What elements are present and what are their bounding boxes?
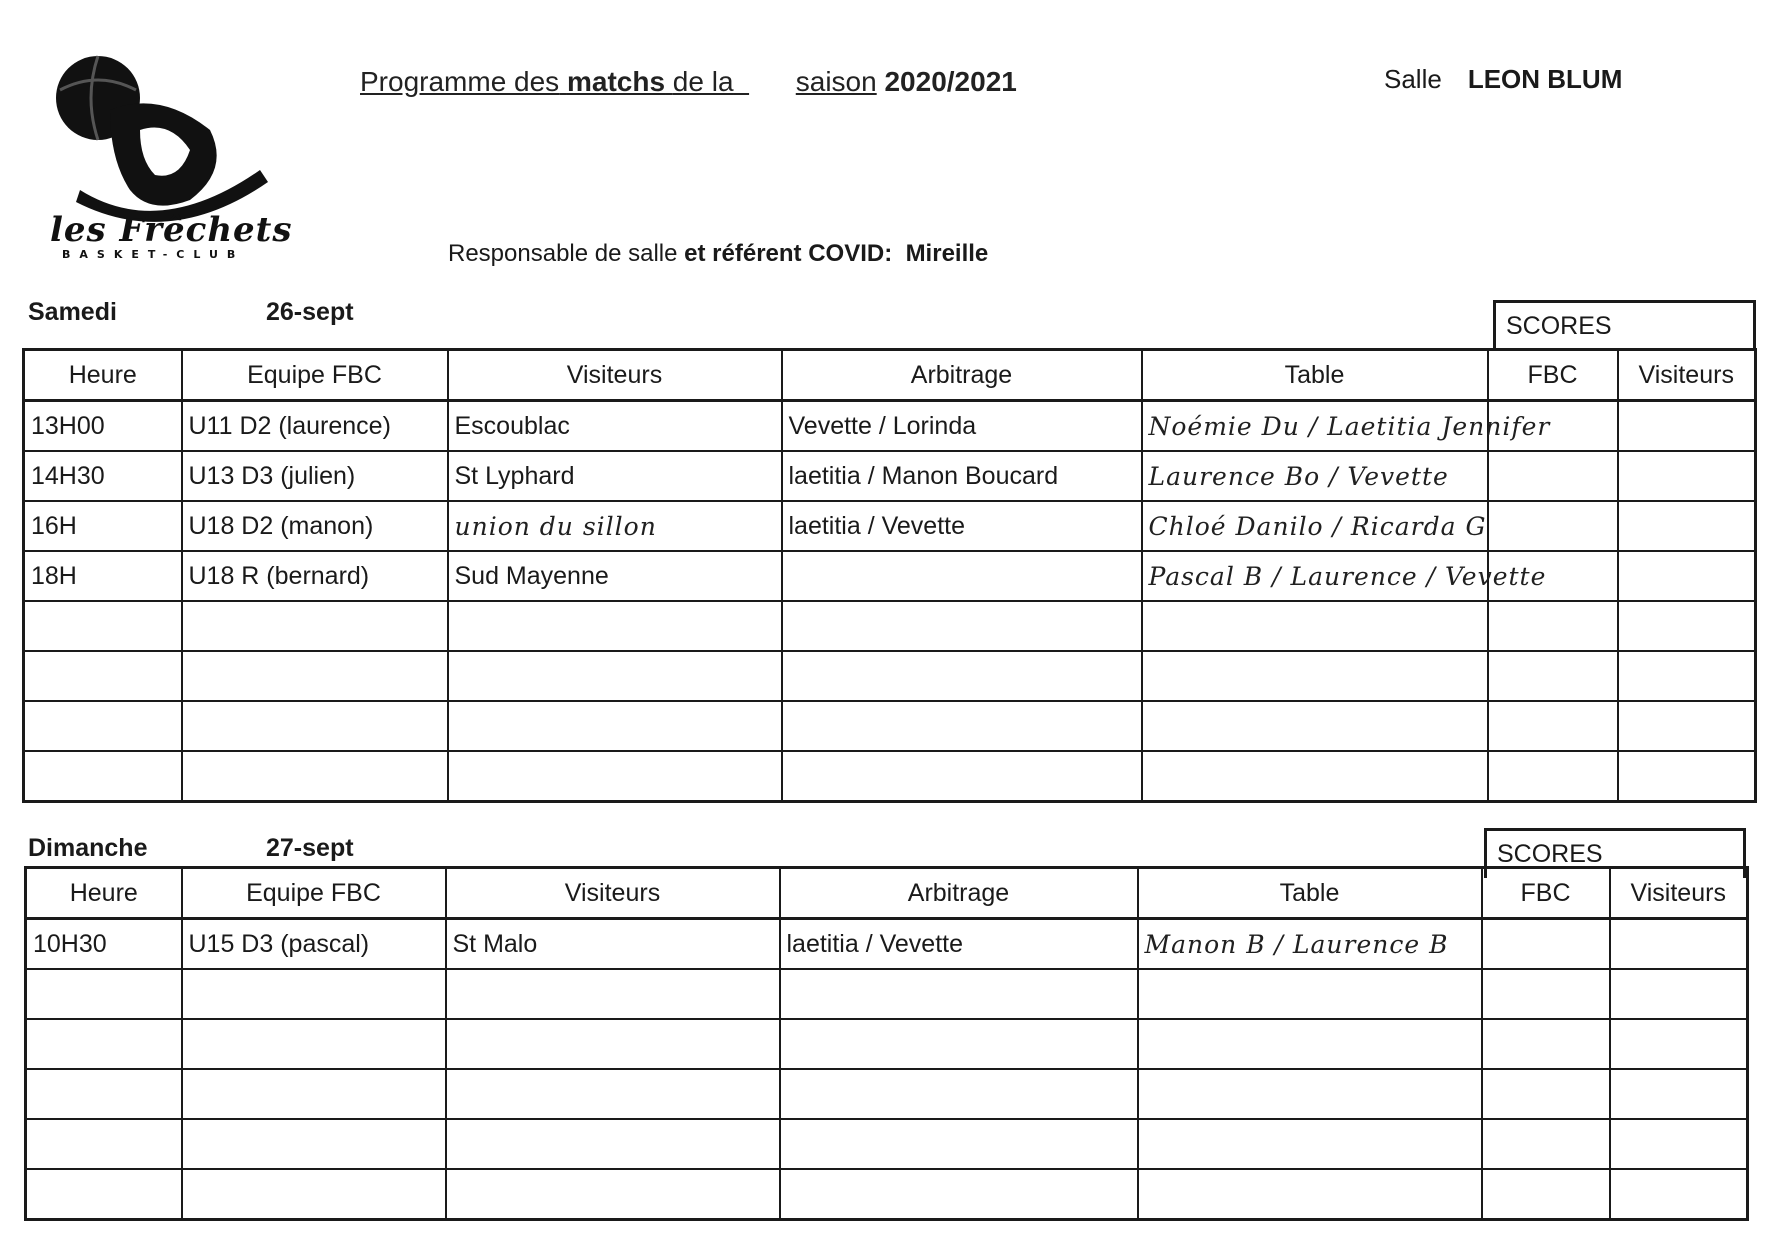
cell-visiteurs bbox=[446, 1019, 780, 1069]
responsable-label: Responsable de salle bbox=[448, 240, 678, 267]
cell-score-visiteurs bbox=[1618, 501, 1756, 551]
cell-visiteurs bbox=[448, 601, 782, 651]
cell-equipe: U15 D3 (pascal) bbox=[182, 919, 446, 970]
cell-arbitrage: laetitia / Manon Boucard bbox=[782, 451, 1142, 501]
logo-subtitle: BASKET-CLUB bbox=[62, 248, 245, 261]
cell-heure bbox=[26, 1069, 182, 1119]
cell-score-visiteurs bbox=[1610, 1119, 1748, 1169]
cell-score-visiteurs bbox=[1618, 451, 1756, 501]
col-score-fbc: FBC bbox=[1482, 868, 1610, 919]
table-row bbox=[26, 1069, 1748, 1119]
basketball-mascot-icon bbox=[40, 50, 280, 220]
cell-table: Pascal B / Laurence / Vevette bbox=[1142, 551, 1488, 601]
cell-score-visiteurs bbox=[1618, 401, 1756, 452]
cell-arbitrage bbox=[780, 1119, 1138, 1169]
page-title bbox=[360, 66, 1017, 98]
cell-score-visiteurs bbox=[1610, 919, 1748, 970]
title-part3: de la bbox=[672, 66, 734, 97]
cell-table bbox=[1138, 969, 1482, 1019]
cell-table bbox=[1142, 651, 1488, 701]
season: 2020/2021 bbox=[884, 66, 1017, 97]
cell-heure: 10H30 bbox=[26, 919, 182, 970]
cell-arbitrage: laetitia / Vevette bbox=[782, 501, 1142, 551]
col-score-visiteurs: Visiteurs bbox=[1618, 350, 1756, 401]
responsable-label-bold: et référent COVID: bbox=[684, 240, 893, 267]
cell-equipe: U18 D2 (manon) bbox=[182, 501, 448, 551]
cell-score-fbc bbox=[1488, 651, 1618, 701]
cell-heure bbox=[24, 601, 182, 651]
table-row bbox=[24, 601, 1756, 651]
cell-table bbox=[1138, 1119, 1482, 1169]
cell-equipe bbox=[182, 1119, 446, 1169]
club-logo bbox=[40, 50, 293, 290]
table-row bbox=[24, 501, 1756, 551]
sunday-day-label: Dimanche bbox=[28, 834, 148, 862]
cell-score-fbc bbox=[1488, 501, 1618, 551]
cell-arbitrage bbox=[780, 1019, 1138, 1069]
cell-heure bbox=[24, 751, 182, 802]
cell-score-visiteurs bbox=[1610, 1169, 1748, 1220]
cell-arbitrage bbox=[782, 601, 1142, 651]
table-row bbox=[26, 1019, 1748, 1069]
cell-heure: 18H bbox=[24, 551, 182, 601]
col-arbitrage: Arbitrage bbox=[780, 868, 1138, 919]
cell-score-fbc bbox=[1482, 1019, 1610, 1069]
table-row bbox=[24, 701, 1756, 751]
cell-score-fbc bbox=[1482, 1069, 1610, 1119]
cell-table bbox=[1138, 1169, 1482, 1220]
cell-equipe: U18 R (bernard) bbox=[182, 551, 448, 601]
cell-heure: 13H00 bbox=[24, 401, 182, 452]
salle-info bbox=[1384, 64, 1622, 95]
saturday-schedule-table bbox=[22, 348, 1757, 803]
cell-score-visiteurs bbox=[1618, 701, 1756, 751]
cell-table bbox=[1142, 751, 1488, 802]
cell-score-visiteurs bbox=[1618, 601, 1756, 651]
table-row bbox=[24, 751, 1756, 802]
cell-visiteurs bbox=[448, 651, 782, 701]
col-visiteurs: Visiteurs bbox=[448, 350, 782, 401]
title-part4: saison bbox=[795, 66, 877, 97]
table-header-row bbox=[26, 868, 1748, 919]
cell-equipe bbox=[182, 1069, 446, 1119]
cell-arbitrage bbox=[782, 701, 1142, 751]
cell-score-fbc bbox=[1482, 1169, 1610, 1220]
cell-equipe bbox=[182, 601, 448, 651]
responsable-line bbox=[448, 240, 988, 268]
cell-equipe: U11 D2 (laurence) bbox=[182, 401, 448, 452]
cell-visiteurs: union du sillon bbox=[448, 501, 782, 551]
col-table: Table bbox=[1142, 350, 1488, 401]
cell-table bbox=[1142, 701, 1488, 751]
salle-value: LEON BLUM bbox=[1467, 64, 1623, 94]
col-equipe: Equipe FBC bbox=[182, 868, 446, 919]
table-header-row bbox=[24, 350, 1756, 401]
cell-visiteurs bbox=[446, 1169, 780, 1220]
cell-heure bbox=[26, 1119, 182, 1169]
cell-table bbox=[1138, 1069, 1482, 1119]
col-visiteurs: Visiteurs bbox=[446, 868, 780, 919]
cell-score-fbc bbox=[1488, 751, 1618, 802]
saturday-date: 26-sept bbox=[266, 298, 354, 326]
cell-arbitrage: laetitia / Vevette bbox=[780, 919, 1138, 970]
table-row bbox=[24, 451, 1756, 501]
table-row bbox=[26, 1119, 1748, 1169]
table-row bbox=[26, 1169, 1748, 1220]
table-row bbox=[26, 969, 1748, 1019]
cell-score-visiteurs bbox=[1610, 969, 1748, 1019]
cell-heure bbox=[26, 1019, 182, 1069]
cell-equipe bbox=[182, 651, 448, 701]
cell-equipe bbox=[182, 1169, 446, 1220]
cell-table bbox=[1138, 1019, 1482, 1069]
cell-heure bbox=[24, 651, 182, 701]
cell-arbitrage bbox=[780, 969, 1138, 1019]
cell-score-fbc bbox=[1482, 919, 1610, 970]
cell-arbitrage bbox=[780, 1069, 1138, 1119]
col-score-visiteurs: Visiteurs bbox=[1610, 868, 1748, 919]
cell-score-fbc bbox=[1482, 969, 1610, 1019]
cell-score-fbc bbox=[1488, 701, 1618, 751]
table-row bbox=[24, 401, 1756, 452]
cell-visiteurs bbox=[446, 1069, 780, 1119]
cell-visiteurs: St Lyphard bbox=[448, 451, 782, 501]
cell-heure bbox=[26, 1169, 182, 1220]
cell-visiteurs: Sud Mayenne bbox=[448, 551, 782, 601]
cell-table: Chloé Danilo / Ricarda G bbox=[1142, 501, 1488, 551]
sunday-schedule-table bbox=[24, 866, 1749, 1221]
cell-equipe bbox=[182, 1019, 446, 1069]
cell-score-visiteurs bbox=[1618, 651, 1756, 701]
cell-heure: 16H bbox=[24, 501, 182, 551]
col-heure: Heure bbox=[26, 868, 182, 919]
cell-score-visiteurs bbox=[1618, 551, 1756, 601]
cell-arbitrage: Vevette / Lorinda bbox=[782, 401, 1142, 452]
cell-visiteurs bbox=[446, 969, 780, 1019]
cell-table: Noémie Du / Laetitia Jennifer bbox=[1142, 401, 1488, 452]
col-arbitrage: Arbitrage bbox=[782, 350, 1142, 401]
col-heure: Heure bbox=[24, 350, 182, 401]
cell-equipe bbox=[182, 751, 448, 802]
cell-score-fbc bbox=[1488, 451, 1618, 501]
cell-table bbox=[1142, 601, 1488, 651]
logo-wordmark: les Frêchets bbox=[50, 210, 293, 250]
cell-visiteurs bbox=[446, 1119, 780, 1169]
cell-arbitrage bbox=[782, 751, 1142, 802]
cell-table: Laurence Bo / Vevette bbox=[1142, 451, 1488, 501]
col-table: Table bbox=[1138, 868, 1482, 919]
cell-visiteurs: Escoublac bbox=[448, 401, 782, 452]
cell-table: Manon B / Laurence B bbox=[1138, 919, 1482, 970]
col-equipe: Equipe FBC bbox=[182, 350, 448, 401]
sunday-scores-header: SCORES bbox=[1484, 828, 1746, 878]
salle-label: Salle bbox=[1384, 64, 1442, 94]
cell-equipe bbox=[182, 969, 446, 1019]
table-row bbox=[24, 551, 1756, 601]
saturday-day-label: Samedi bbox=[28, 298, 117, 326]
saturday-scores-header: SCORES bbox=[1493, 300, 1756, 350]
sunday-date: 27-sept bbox=[266, 834, 354, 862]
cell-score-fbc bbox=[1482, 1119, 1610, 1169]
cell-heure: 14H30 bbox=[24, 451, 182, 501]
cell-arbitrage bbox=[780, 1169, 1138, 1220]
cell-heure bbox=[26, 969, 182, 1019]
title-part2: matchs bbox=[566, 66, 666, 97]
cell-equipe bbox=[182, 701, 448, 751]
cell-visiteurs bbox=[448, 751, 782, 802]
cell-arbitrage bbox=[782, 651, 1142, 701]
responsable-name: Mireille bbox=[905, 240, 989, 267]
col-score-fbc: FBC bbox=[1488, 350, 1618, 401]
cell-equipe: U13 D3 (julien) bbox=[182, 451, 448, 501]
cell-visiteurs bbox=[448, 701, 782, 751]
table-row bbox=[26, 919, 1748, 970]
cell-visiteurs: St Malo bbox=[446, 919, 780, 970]
table-row bbox=[24, 651, 1756, 701]
cell-score-visiteurs bbox=[1610, 1019, 1748, 1069]
cell-score-fbc bbox=[1488, 601, 1618, 651]
cell-score-visiteurs bbox=[1618, 751, 1756, 802]
cell-arbitrage bbox=[782, 551, 1142, 601]
title-part1: Programme des bbox=[360, 66, 560, 97]
cell-score-visiteurs bbox=[1610, 1069, 1748, 1119]
cell-heure bbox=[24, 701, 182, 751]
